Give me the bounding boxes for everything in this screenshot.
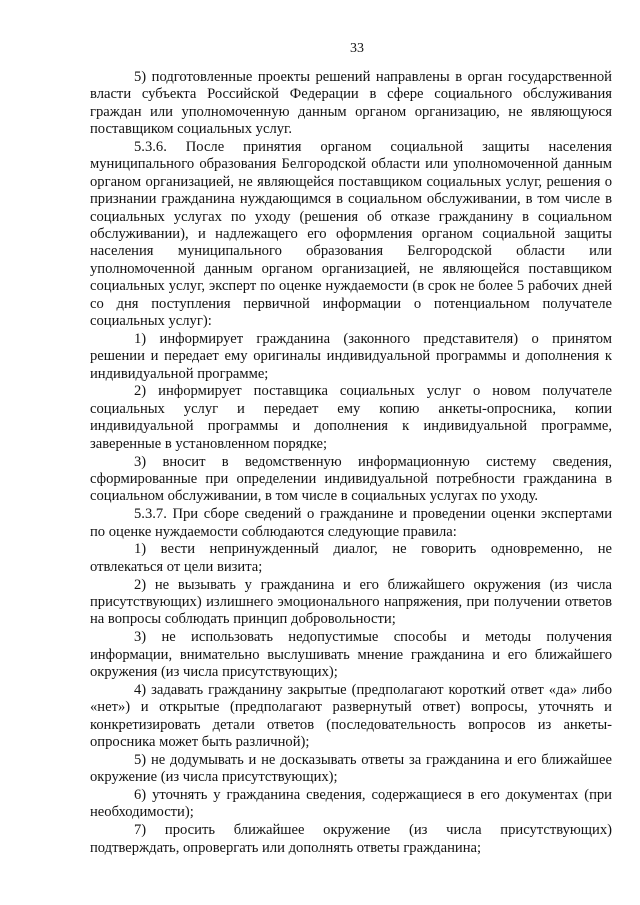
rule-item-6: 6) уточнять у гражданина сведения, содержащиеся в его документах (при необходимости); [90, 786, 612, 821]
rule-item-7: 7) просить ближайшее окружение (из числа присутствующих) подтверждать, опровергать или дополнять ответы гражданина; [90, 822, 612, 856]
rule-item-2: 2) не вызывать у гражданина и его ближайшего окружения (из числа присутствующих) излишнего эмоционального напряжения, при получении ответов на вопросы соблюдать принцип добровольности; [90, 576, 612, 628]
rule-item-5: 5) не додумывать и не досказывать ответы за гражданина и его ближайшее окружение (из числа присутствующих); [90, 751, 612, 786]
rule-item-4: 4) задавать гражданину закрытые (предполагают короткий ответ «да» либо «нет») и открытые (предполагают развернутый ответ) вопросы, уточнять и конкретизировать детали ответов (последовательность вопросов из анкеты-опросника может быть различной); [90, 681, 612, 750]
paragraph-item-5-decisions-sent: 5) подготовленные проекты решений направлены в орган государственной власти субъекта Российской Федерации в сфере социального обслуживания граждан или уполномоченную данным органом организацию, не являющуюся поставщиком социальных услуг. [90, 69, 612, 138]
paragraph-item-3-enters-system: 3) вносит в ведомственную информационную систему сведения, сформированные при определении индивидуальной потребности гражданина в социальном обслуживании, в том числе в социальных услугах по уходу. [90, 453, 612, 505]
paragraph-item-1-informs-citizen: 1) информирует гражданина (законного представителя) о принятом решении и передает ему оригиналы индивидуальной программы и дополнения к индивидуальной программе; [90, 330, 612, 382]
paragraph-5-3-6: 5.3.6. После принятия органом социальной защиты населения муниципального образования Белгородской области или уполномоченной данным органом организацией, не являющейся поставщиком социальных услуг, решения о признании гражданина нуждающимся в социальном обслуживании, в том числе в социальных услугах по уходу (решения об отказе гражданину в социальном обслуживании), и надлежащего его оформления органом социальной защиты населения муниципального образования Белгородской области или уполномоченной данным органом организацией, не являющейся поставщиком социальных услуг, эксперт по оценке нуждаемости (в срок не более 5 рабочих дней со дня поступления первичной информации о потенциальном получателе социальных услуг): [90, 139, 612, 330]
rule-item-3: 3) не использовать недопустимые способы и методы получения информации, внимательно выслушивать мнение гражданина и его ближайшего окружения (из числа присутствующих); [90, 629, 612, 680]
paragraph-5-3-7: 5.3.7. При сборе сведений о гражданине и проведении оценки экспертами по оценке нуждаемости соблюдаются следующие правила: [90, 506, 612, 540]
rule-item-1: 1) вести непринужденный диалог, не говорить одновременно, не отвлекаться от цели визита; [90, 541, 612, 575]
page-number: 33 [350, 41, 364, 56]
paragraph-item-2-informs-provider: 2) информирует поставщика социальных услуг о новом получателе социальных услуг и передает ему копию анкеты-опросника, копии индивидуальной программы и дополнения к индивидуальной программе, заверенные в установленном порядке; [90, 383, 612, 452]
